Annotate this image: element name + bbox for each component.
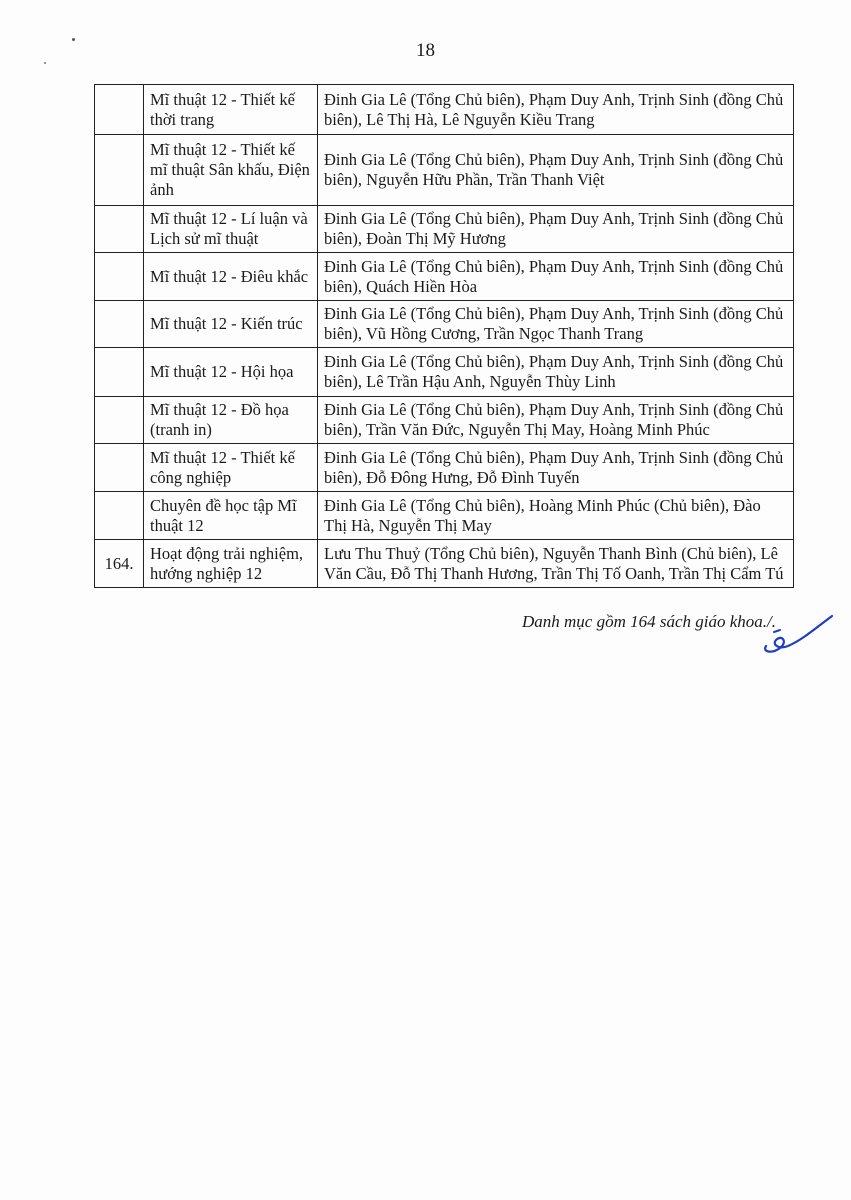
book-title: Hoạt động trải nghiệm, hướng nghiệp 12 <box>144 540 318 588</box>
row-number <box>95 444 144 492</box>
book-title: Mĩ thuật 12 - Điêu khắc <box>144 253 318 301</box>
row-number: 164. <box>95 540 144 588</box>
book-title: Mĩ thuật 12 - Kiến trúc <box>144 301 318 348</box>
table-row <box>95 348 794 397</box>
table-row <box>95 397 794 444</box>
book-title: Mĩ thuật 12 - Thiết kế công nghiệp <box>144 444 318 492</box>
book-authors: Lưu Thu Thuỷ (Tổng Chủ biên), Nguyễn Thanh Bình (Chủ biên), Lê Văn Cầu, Đỗ Thị Thanh Hương, Trần Thị Tố Oanh, Trần Thị Cẩm Tú <box>318 540 794 588</box>
row-number <box>95 85 144 135</box>
table-row <box>95 253 794 301</box>
row-number <box>95 135 144 206</box>
book-authors: Đinh Gia Lê (Tổng Chủ biên), Phạm Duy Anh, Trịnh Sinh (đồng Chủ biên), Đỗ Đông Hưng, Đỗ Đình Tuyến <box>318 444 794 492</box>
book-authors: Đinh Gia Lê (Tổng Chủ biên), Phạm Duy Anh, Trịnh Sinh (đồng Chủ biên), Nguyễn Hữu Phần, Trần Thanh Việt <box>318 135 794 206</box>
book-authors: Đinh Gia Lê (Tổng Chủ biên), Phạm Duy Anh, Trịnh Sinh (đồng Chủ biên), Lê Thị Hà, Lê Nguyễn Kiều Trang <box>318 85 794 135</box>
row-number <box>95 301 144 348</box>
table-row <box>95 301 794 348</box>
book-authors: Đinh Gia Lê (Tổng Chủ biên), Phạm Duy Anh, Trịnh Sinh (đồng Chủ biên), Trần Văn Đức, Nguyễn Thị May, Hoàng Minh Phúc <box>318 397 794 444</box>
book-title: Mĩ thuật 12 - Hội họa <box>144 348 318 397</box>
table-row <box>95 206 794 253</box>
book-authors: Đinh Gia Lê (Tổng Chủ biên), Phạm Duy Anh, Trịnh Sinh (đồng Chủ biên), Quách Hiền Hòa <box>318 253 794 301</box>
row-number <box>95 492 144 540</box>
table-row <box>95 492 794 540</box>
row-number <box>95 348 144 397</box>
book-authors: Đinh Gia Lê (Tổng Chủ biên), Phạm Duy Anh, Trịnh Sinh (đồng Chủ biên), Đoàn Thị Mỹ Hương <box>318 206 794 253</box>
book-title: Mĩ thuật 12 - Đồ họa (tranh in) <box>144 397 318 444</box>
table-row <box>95 540 794 588</box>
page-number: 18 <box>416 40 435 61</box>
book-authors: Đinh Gia Lê (Tổng Chủ biên), Hoàng Minh Phúc (Chủ biên), Đào Thị Hà, Nguyễn Thị May <box>318 492 794 540</box>
textbook-table <box>94 84 794 588</box>
book-title: Chuyên đề học tập Mĩ thuật 12 <box>144 492 318 540</box>
table-row <box>95 444 794 492</box>
closing-note: Danh mục gồm 164 sách giáo khoa./. <box>521 612 776 631</box>
book-title: Mĩ thuật 12 - Lí luận và Lịch sử mĩ thuật <box>144 206 318 253</box>
signature-mark <box>758 610 838 660</box>
row-number <box>95 253 144 301</box>
book-title: Mĩ thuật 12 - Thiết kế thời trang <box>144 85 318 135</box>
row-number <box>95 206 144 253</box>
book-authors: Đinh Gia Lê (Tổng Chủ biên), Phạm Duy Anh, Trịnh Sinh (đồng Chủ biên), Lê Trần Hậu Anh, Nguyễn Thùy Linh <box>318 348 794 397</box>
scan-speck <box>44 62 46 64</box>
book-title: Mĩ thuật 12 - Thiết kế mĩ thuật Sân khấu, Điện ảnh <box>144 135 318 206</box>
table-row <box>95 135 794 206</box>
book-authors: Đinh Gia Lê (Tổng Chủ biên), Phạm Duy Anh, Trịnh Sinh (đồng Chủ biên), Vũ Hồng Cương, Trần Ngọc Thanh Trang <box>318 301 794 348</box>
table-row <box>95 85 794 135</box>
row-number <box>95 397 144 444</box>
